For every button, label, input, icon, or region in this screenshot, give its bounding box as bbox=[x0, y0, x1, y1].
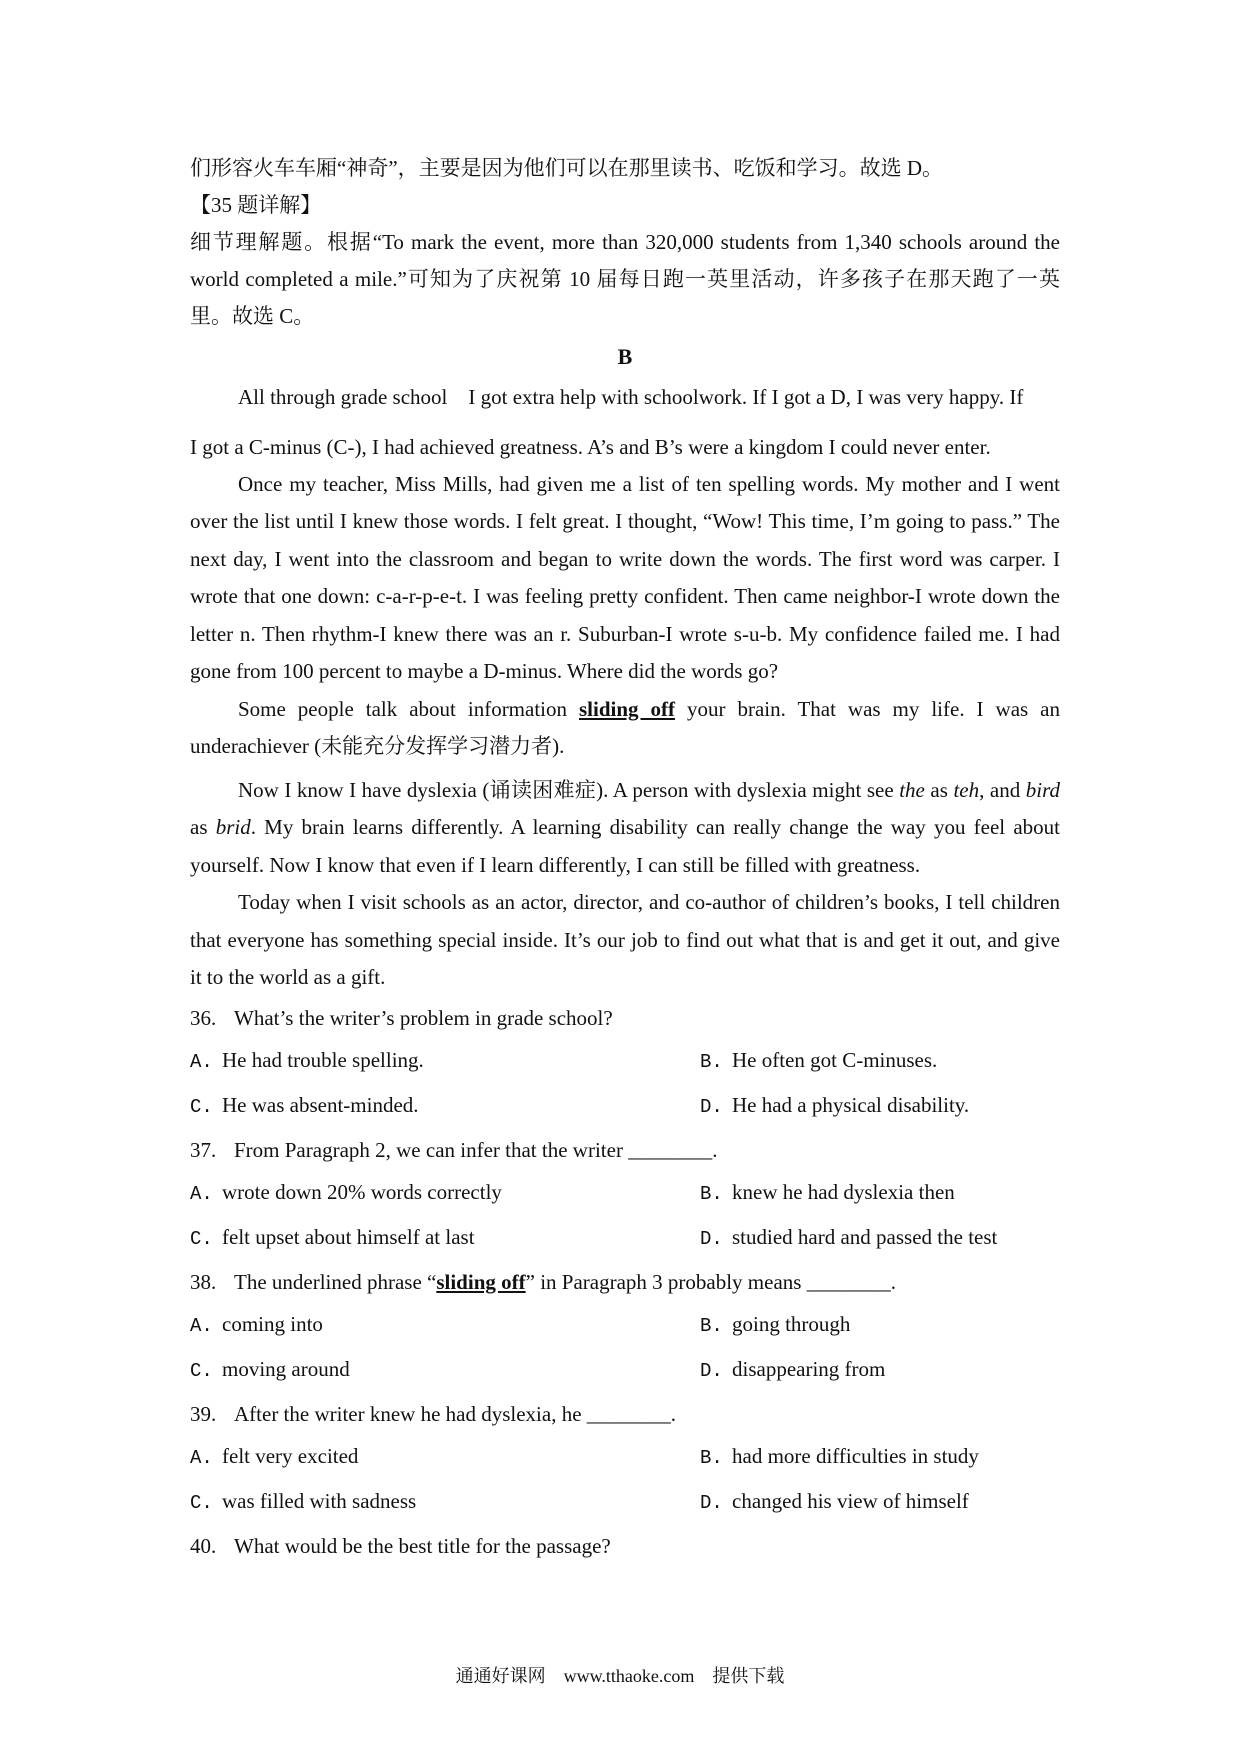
option-label: B. bbox=[700, 1182, 723, 1205]
underlined-phrase: sliding off bbox=[579, 696, 675, 721]
question-number: 40. bbox=[190, 1533, 217, 1558]
options-38 bbox=[190, 1303, 1060, 1393]
p3-text-before: Some people talk about information bbox=[238, 696, 579, 721]
option-text: studied hard and passed the test bbox=[732, 1224, 998, 1249]
p4-italic-teh: teh bbox=[953, 777, 980, 802]
p4-text: as bbox=[190, 815, 216, 839]
option-a bbox=[190, 1303, 700, 1348]
option-text: changed his view of himself bbox=[732, 1488, 969, 1513]
question-stem: After the writer knew he had dyslexia, he ________. bbox=[234, 1401, 677, 1426]
option-label: B. bbox=[700, 1314, 723, 1337]
option-d bbox=[700, 1348, 1060, 1393]
option-d bbox=[700, 1084, 1060, 1129]
option-a bbox=[190, 1435, 700, 1480]
option-text: was filled with sadness bbox=[222, 1488, 417, 1513]
option-text: moving around bbox=[222, 1356, 350, 1381]
q35-explanation: 细节理解题。根据“To mark the event, more than 320,000 students from 1,340 schools around the world completed a mile.”可知为了庆祝第 10 届每日跑一英里活动，许多孩子在那天跑了一英里。故选 C。 bbox=[190, 230, 1060, 328]
option-c bbox=[190, 1348, 700, 1393]
question-number: 37. bbox=[190, 1137, 217, 1162]
option-label: A. bbox=[190, 1050, 213, 1073]
option-text: coming into bbox=[222, 1311, 323, 1336]
options-37 bbox=[190, 1171, 1060, 1261]
q35-heading: 【35 题详解】 bbox=[190, 193, 322, 217]
prev-answer-line: 们形容火车车厢“神奇”，主要是因为他们可以在那里读书、吃饭和学习。故选 D。 bbox=[190, 156, 944, 180]
page-content bbox=[190, 150, 1060, 1567]
p4-italic-brid: brid bbox=[215, 815, 251, 839]
option-b bbox=[700, 1303, 1060, 1348]
p4-text: . My brain learns differently. A learning disability can really change the way you feel about yourself. Now I know that even if I learn differently, I can still be filled with greatness. bbox=[190, 815, 1060, 877]
question-number: 39. bbox=[190, 1401, 217, 1426]
question-38 bbox=[190, 1261, 1060, 1303]
option-label: C. bbox=[190, 1491, 213, 1514]
option-text: He was absent-minded. bbox=[222, 1092, 419, 1117]
paragraph-1b: I got a C-minus (C-), I had achieved greatness. A’s and B’s were a kingdom I could never enter. bbox=[190, 434, 991, 459]
option-c bbox=[190, 1480, 700, 1525]
paragraph-1a: All through grade school I got extra help with schoolwork. If I got a D, I was very happy. If bbox=[238, 385, 1024, 409]
option-label: B. bbox=[700, 1050, 723, 1073]
question-36 bbox=[190, 997, 1060, 1039]
option-text: felt upset about himself at last bbox=[222, 1224, 475, 1249]
option-text: going through bbox=[732, 1311, 851, 1336]
question-40 bbox=[190, 1525, 1060, 1567]
option-label: A. bbox=[190, 1446, 213, 1469]
paragraph-3 bbox=[190, 691, 1060, 766]
option-c bbox=[190, 1084, 700, 1129]
option-text: He often got C-minuses. bbox=[732, 1047, 938, 1072]
option-label: C. bbox=[190, 1095, 213, 1118]
option-label: A. bbox=[190, 1182, 213, 1205]
option-b bbox=[700, 1171, 1060, 1216]
options-36 bbox=[190, 1039, 1060, 1129]
section-title: B bbox=[617, 344, 633, 369]
option-a bbox=[190, 1039, 700, 1084]
paragraph-5: Today when I visit schools as an actor, director, and co-author of children’s books, I tell children that everyone has something special inside. It’s our job to find out what that is and get it out, and give it to the world as a gift. bbox=[190, 890, 1060, 989]
paragraph-4 bbox=[190, 772, 1060, 885]
option-text: felt very excited bbox=[222, 1443, 359, 1468]
option-label: C. bbox=[190, 1227, 213, 1250]
option-text: He had trouble spelling. bbox=[222, 1047, 424, 1072]
option-label: B. bbox=[700, 1446, 723, 1469]
question-37 bbox=[190, 1129, 1060, 1171]
option-text: had more difficulties in study bbox=[732, 1443, 979, 1468]
question-stem: What would be the best title for the passage? bbox=[234, 1533, 611, 1558]
question-number: 38. bbox=[190, 1269, 217, 1294]
question-stem: The underlined phrase “ bbox=[234, 1269, 437, 1294]
option-label: D. bbox=[700, 1491, 723, 1514]
p4-text: as bbox=[924, 777, 954, 802]
page-footer: 通通好课网 www.tthaoke.com 提供下载 bbox=[455, 1666, 785, 1686]
underlined-phrase: sliding off bbox=[436, 1269, 526, 1294]
option-b bbox=[700, 1039, 1060, 1084]
p4-italic-the: the bbox=[899, 777, 925, 802]
option-label: C. bbox=[190, 1359, 213, 1382]
question-number: 36. bbox=[190, 1005, 217, 1030]
option-b bbox=[700, 1435, 1060, 1480]
option-text: knew he had dyslexia then bbox=[732, 1179, 955, 1204]
question-39 bbox=[190, 1393, 1060, 1435]
question-stem: From Paragraph 2, we can infer that the writer ________. bbox=[234, 1137, 718, 1162]
option-d bbox=[700, 1216, 1060, 1261]
option-a bbox=[190, 1171, 700, 1216]
question-stem: ” in Paragraph 3 probably means ________. bbox=[525, 1269, 896, 1294]
option-text: disappearing from bbox=[732, 1356, 886, 1381]
p3-text-after: your brain. That was my life. I was an underachiever (未能充分发挥学习潜力者). bbox=[190, 696, 1060, 758]
option-label: A. bbox=[190, 1314, 213, 1337]
p4-text: Now I know I have dyslexia (诵读困难症). A person with dyslexia might see bbox=[238, 777, 900, 802]
options-39 bbox=[190, 1435, 1060, 1525]
option-d bbox=[700, 1480, 1060, 1525]
question-stem: What’s the writer’s problem in grade school? bbox=[234, 1005, 613, 1030]
p4-italic-bird: bird bbox=[1025, 777, 1061, 802]
option-text: He had a physical disability. bbox=[732, 1092, 970, 1117]
option-text: wrote down 20% words correctly bbox=[222, 1179, 502, 1204]
option-label: D. bbox=[700, 1227, 723, 1250]
option-c bbox=[190, 1216, 700, 1261]
paragraph-2: Once my teacher, Miss Mills, had given me a list of ten spelling words. My mother and I went over the list until I knew those words. I felt great. I thought, “Wow! This time, I’m going to pass.” The next day, I went into the classroom and began to write down the words. The first word was carper. I wrote that one down: c-a-r-p-e-t. I was feeling pretty confident. Then came neighbor-I wrote down the letter n. Then rhythm-I knew there was an r. Suburban-I wrote s-u-b. My confidence failed me. I had gone from 100 percent to maybe a D-minus. Where did the words go? bbox=[190, 471, 1060, 683]
option-label: D. bbox=[700, 1095, 723, 1118]
p4-text: , and bbox=[979, 777, 1026, 802]
option-label: D. bbox=[700, 1359, 723, 1382]
